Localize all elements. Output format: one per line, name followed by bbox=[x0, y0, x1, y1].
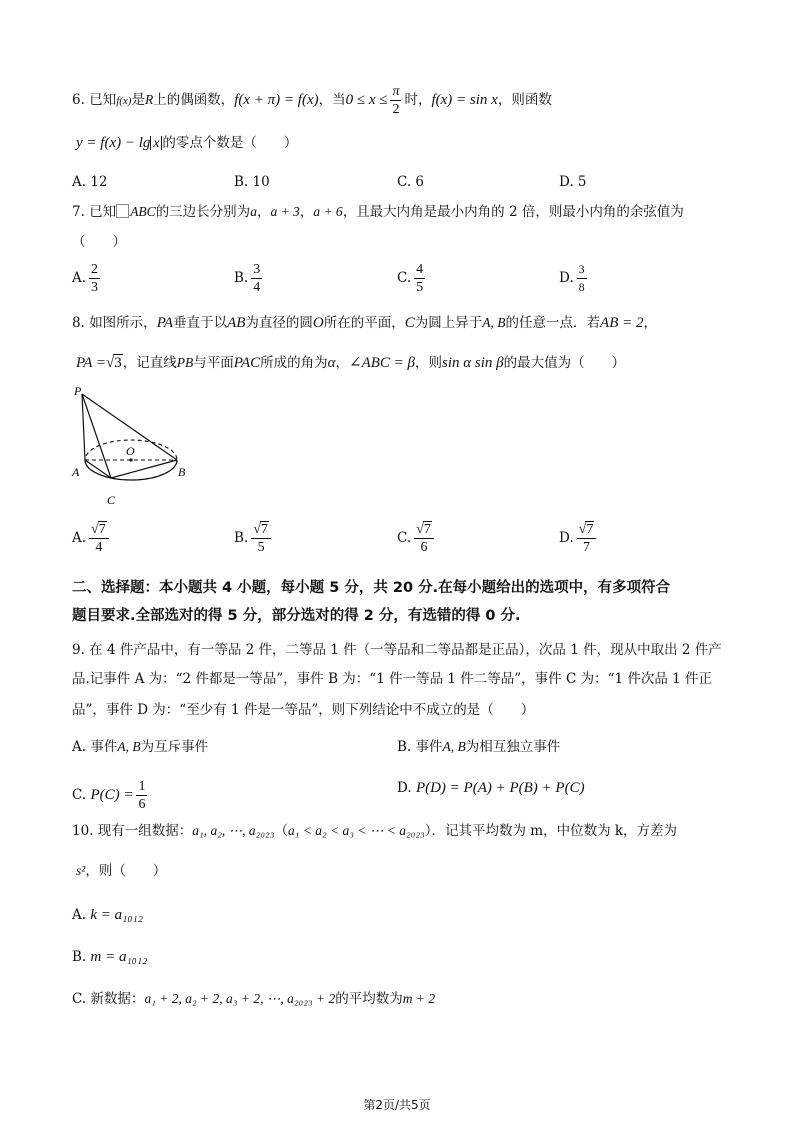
q6-option-d: D. 5 bbox=[559, 174, 587, 190]
center-point bbox=[129, 458, 132, 461]
q10-option-b: B. m = a₁₀₁₂ bbox=[72, 949, 148, 965]
q6-option-c: C. 6 bbox=[397, 174, 425, 190]
q8-option-d: D. $\frac{√7}{7}$ bbox=[559, 522, 599, 555]
q6-option-a: A. 12 bbox=[72, 174, 108, 190]
q8-option-a: A. $\frac{√7}{4}$ bbox=[72, 522, 112, 555]
q8-option-b: B. $\frac{√7}{5}$ bbox=[234, 522, 274, 555]
section2-heading-line2: 题目要求.全部选对的得 5 分，部分选对的得 2 分，有选错的得 0 分. bbox=[72, 608, 521, 624]
segment-cb bbox=[111, 460, 177, 478]
label-p: P bbox=[74, 384, 82, 398]
cone-figure bbox=[68, 382, 192, 510]
pi-over-2: $\frac{\pi}{2}$ bbox=[392, 84, 400, 117]
label-a: A bbox=[72, 465, 80, 479]
q10-option-c: C. 新数据：a₁ + 2, a₂ + 2, a₃ + 2, ⋯, a₂₀₂₃ + 2的平均数为m + 2 bbox=[72, 991, 436, 1007]
q7-option-d: D. $\frac{3}{8}$ bbox=[559, 262, 585, 294]
q9-option-b: B. 事件A, B为相互独立事件 bbox=[397, 739, 561, 755]
q7-paren: （ ） bbox=[72, 234, 126, 250]
page-footer: 第2页/共5页 bbox=[363, 1098, 431, 1112]
q7-option-a: A. $\frac{2}{3}$ bbox=[72, 262, 99, 295]
q6-line2: y = f(x) − lg x 的零点个数是（ ） bbox=[76, 135, 298, 151]
q10-option-a: A. k = a₁₀₁₂ bbox=[72, 907, 143, 923]
q9-option-a: A. 事件A, B为互斥事件 bbox=[72, 739, 209, 755]
q6-option-b: B. 10 bbox=[234, 174, 270, 190]
q7-option-b: B. $\frac{3}{4}$ bbox=[234, 262, 261, 295]
segment-pa bbox=[82, 394, 85, 460]
q8-line1: 8. 如图所示，PA垂直于以AB为直径的圆O所在的平面，C为圆上异于A, B的任意一点．若AB = 2， bbox=[72, 315, 657, 331]
q8-line2: PA =√3，记直线PB与平面PAC所成的角为α，∠ABC = β，则sin α sin β的最大值为（ ） bbox=[76, 355, 626, 371]
label-c: C bbox=[107, 493, 116, 507]
q9-line3: 品”，事件 D 为：“至少有 1 件是一等品”，则下列结论中不成立的是（ ） bbox=[72, 702, 535, 718]
q7-line1: 7. 已知 ABC的三边长分别为a，a + 3，a + 6，且最大内角是最小内角的 2 倍，则最小内角的余弦值为 bbox=[72, 204, 684, 220]
label-o: O bbox=[126, 444, 135, 458]
triangle-symbol-box bbox=[116, 204, 129, 218]
q9-option-d: D. P(D) = P(A) + P(B) + P(C) bbox=[397, 780, 585, 796]
q7-option-c: C. $\frac{4}{5}$ bbox=[397, 262, 424, 295]
q6-line1: 6. 已知f(x)是R上的偶函数，f(x + π) = f(x)，当0 ≤ x ≤ $\frac{\pi}{2}$ 时，f(x) = sin x，则函数 bbox=[72, 84, 552, 117]
q9-option-c: C. P(C) = $\frac{1}{6}$ bbox=[72, 779, 146, 812]
q9-line2: 品.记事件 A 为：“2 件都是一等品”，事件 B 为：“1 件一等品 1 件二等品”，事件 C 为：“1 件次品 1 件正 bbox=[72, 671, 713, 687]
label-b: B bbox=[178, 465, 186, 479]
q9-line1: 9. 在 4 件产品中，有一等品 2 件，二等品 1 件（一等品和二等品都是正品），次品 1 件，现从中取出 2 件产 bbox=[72, 642, 722, 658]
q10-line1: 10. 现有一组数据：a₁, a₂, ⋯, a₂₀₂₃（a₁ < a₂ < a₃ < ⋯ < a₂₀₂₃）．记其平均数为 m，中位数为 k，方差为 bbox=[72, 823, 678, 839]
section2-heading-line1: 二、选择题：本小题共 4 小题，每小题 5 分，共 20 分.在每小题给出的选项中，有多项符合 bbox=[72, 580, 671, 596]
q10-line2: s²，则（ ） bbox=[76, 863, 167, 879]
q8-option-c: C. $\frac{√7}{6}$ bbox=[397, 522, 437, 555]
